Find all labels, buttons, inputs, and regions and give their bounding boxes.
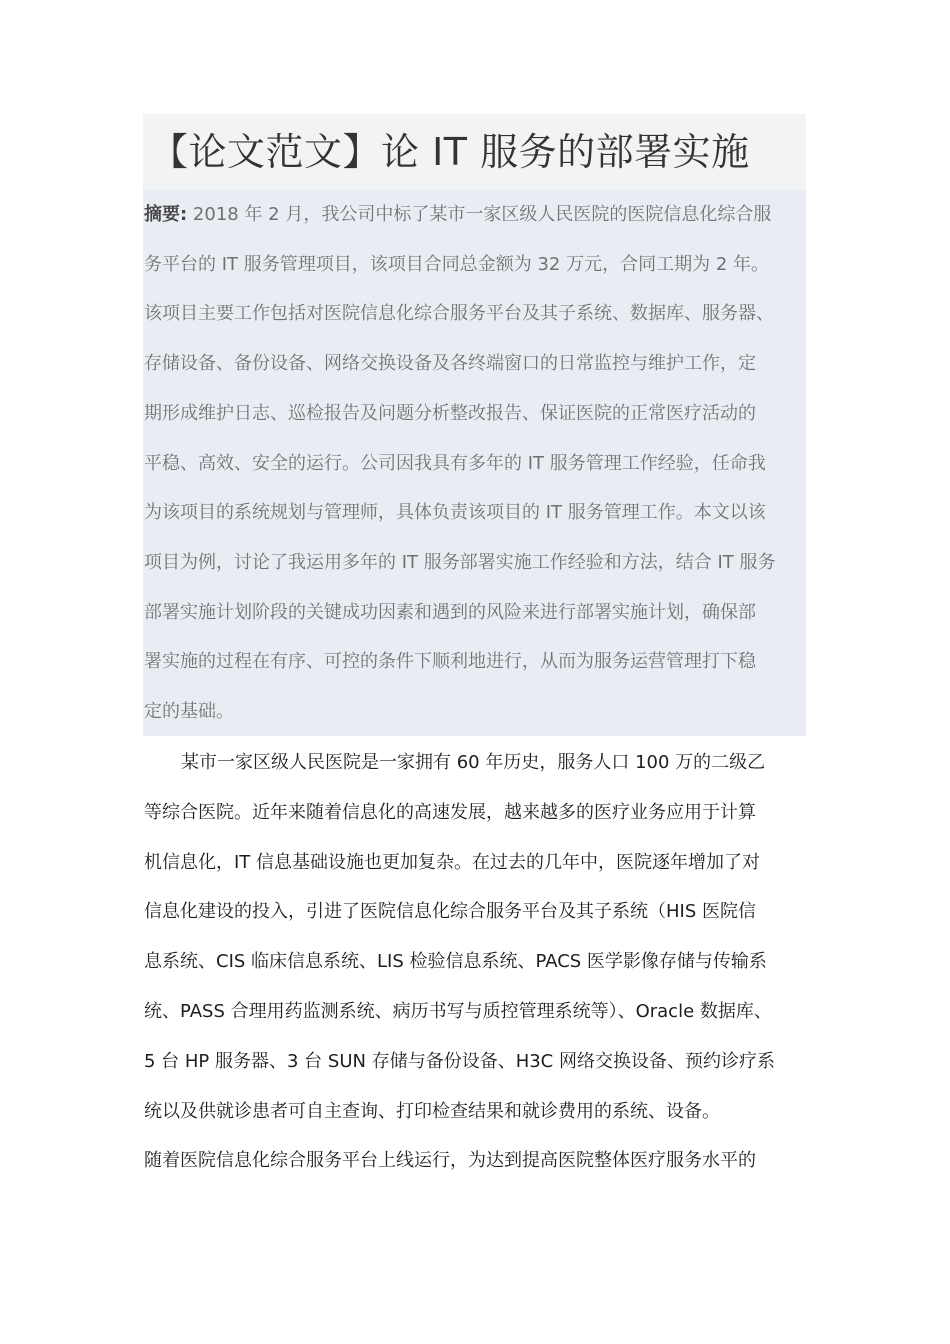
abstract-line: 部署实施计划阶段的关键成功因素和遇到的风险来进行部署实施计划，确保部 bbox=[144, 601, 756, 623]
body-line: 等综合医院。近年来随着信息化的高速发展，越来越多的医疗业务应用于计算 bbox=[144, 801, 756, 823]
abstract-section bbox=[144, 190, 804, 737]
body-line: 统、PASS 合理用药监测系统、病历书写与质控管理系统等）、Oracle 数据库、 bbox=[144, 1000, 772, 1022]
abstract-line: 期形成维护日志、巡检报告及问题分析整改报告、保证医院的正常医疗活动的 bbox=[144, 402, 756, 424]
body-line: 5 台 HP 服务器、3 台 SUN 存储与备份设备、H3C 网络交换设备、预约诊疗系 bbox=[144, 1050, 775, 1072]
abstract-line: 平稳、高效、安全的运行。公司因我具有多年的 IT 服务管理工作经验，任命我 bbox=[144, 452, 766, 474]
abstract-line: 存储设备、备份设备、网络交换设备及各终端窗口的日常监控与维护工作，定 bbox=[144, 353, 756, 375]
abstract-line: 项目为例，讨论了我运用多年的 IT 服务部署实施工作经验和方法，结合 IT 服务 bbox=[144, 551, 776, 573]
body-line: 机信息化，IT 信息基础设施也更加复杂。在过去的几年中，医院逐年增加了对 bbox=[144, 851, 761, 873]
body-line: 息系统、CIS 临床信息系统、LIS 检验信息系统、PACS 医学影像存储与传输系 bbox=[144, 951, 767, 973]
body-line: 某市一家区级人民医院是一家拥有 60 年历史，服务人口 100 万的二级乙 bbox=[181, 752, 766, 773]
body-line: 统以及供就诊患者可自主查询、打印检查结果和就诊费用的系统、设备。 bbox=[144, 1100, 720, 1122]
abstract-label: 摘要: bbox=[144, 204, 188, 225]
abstract-line: 为该项目的系统规划与管理师，具体负责该项目的 IT 服务管理工作。本文以该 bbox=[144, 502, 766, 524]
abstract-line: 务平台的 IT 服务管理项目，该项目合同总金额为 32 万元，合同工期为 2 年。 bbox=[144, 253, 769, 275]
abstract-line: 署实施的过程在有序、可控的条件下顺利地进行，从而为服务运营管理打下稳 bbox=[144, 651, 756, 673]
body-paragraphs bbox=[144, 738, 804, 1186]
abstract-line: 该项目主要工作包括对医院信息化综合服务平台及其子系统、数据库、服务器、 bbox=[144, 303, 774, 325]
abstract-line-text: 2018 年 2 月，我公司中标了某市一家区级人民医院的医院信息化综合服 bbox=[187, 204, 772, 225]
document-title: 【论文范文】论 IT 服务的部署实施 bbox=[150, 130, 750, 174]
abstract-line bbox=[144, 190, 804, 240]
body-line: 随着医院信息化综合服务平台上线运行，为达到提高医院整体医疗服务水平的 bbox=[144, 1150, 756, 1172]
body-line: 信息化建设的投入，引进了医院信息化综合服务平台及其子系统（HIS 医院信 bbox=[144, 901, 756, 923]
abstract-line: 定的基础。 bbox=[144, 701, 234, 723]
